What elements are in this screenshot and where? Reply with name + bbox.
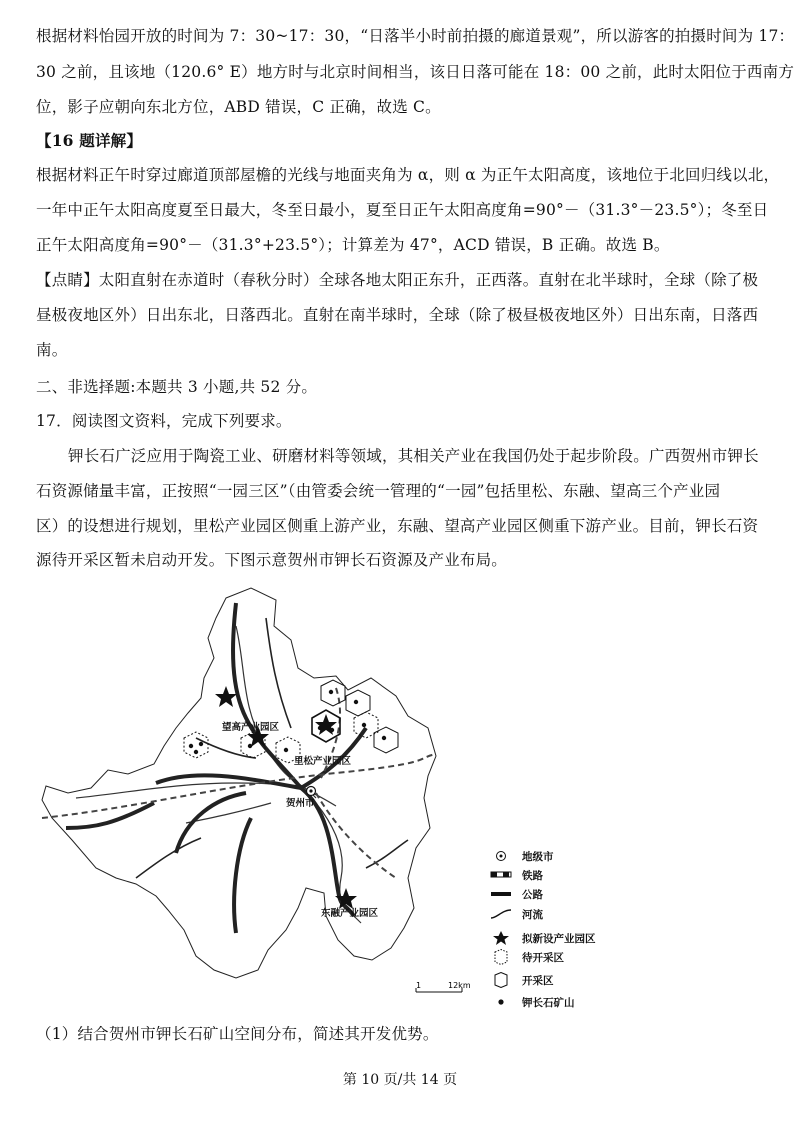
- label-lisong: 里松产业园区: [294, 756, 352, 767]
- dot-icon: [490, 994, 512, 1010]
- text-line: 南。: [36, 341, 68, 359]
- question-17-intro: 17．阅读图文资料，完成下列要求。: [36, 412, 292, 430]
- highway-icon: [490, 886, 512, 902]
- label-dongrong: 东融产业园区: [321, 908, 379, 919]
- map-figure: [36, 578, 596, 1008]
- section-title: 二、非选择题:本题共 3 小题,共 52 分。: [36, 378, 318, 396]
- highways: [66, 603, 366, 933]
- page-footer: 第 10 页/共 14 页: [342, 1072, 458, 1088]
- text-line: 根据材料怡园开放的时间为 7：30~17：30，“日落半小时前拍摄的廊道景观”，所以游客的拍摄时间为 17：: [36, 27, 795, 45]
- star-icon: [490, 930, 512, 946]
- text-line: 一年中正午太阳高度夏至日最大，冬至日最小，夏至日正午太阳高度角=90°－（31.3°－23.5°）；冬至日: [36, 201, 769, 219]
- hexagon-icon: [490, 972, 512, 988]
- scale-left: 1: [416, 981, 422, 990]
- city-icon: [490, 848, 512, 864]
- star-icon: [215, 686, 237, 707]
- text-line: 石资源储量丰富，正按照“一园三区”（由管委会统一管理的“一园”包括里松、东融、望高三个产业园: [36, 482, 721, 500]
- roads-thin: [136, 618, 408, 878]
- scale-bar: [414, 978, 474, 998]
- river-icon: [490, 906, 512, 922]
- city-icon: [307, 787, 316, 796]
- text-line: 钾长石广泛应用于陶瓷工业、研磨材料等领域，其相关产业在我国仍处于起步阶段。广西贺州市钾长: [68, 447, 759, 465]
- section-header-q16: 【16 题详解】: [36, 131, 143, 150]
- text-line: 源待开采区暂未启动开发。下图示意贺州市钾长石资源及产业布局。: [36, 551, 508, 569]
- text-line: 正午太阳高度角=90°－（31.3°+23.5°）；计算差为 47°，ACD 错误，B 正确。故选 B。: [36, 236, 670, 254]
- mining-zones: [184, 680, 398, 763]
- mines: [189, 690, 386, 754]
- text-line: 根据材料正午时穿过廊道顶部屋檐的光线与地面夹角为 α，则 α 为正午太阳高度，该地位于北回归线以北，: [36, 166, 780, 184]
- label-hezhou: 贺州市: [286, 798, 315, 809]
- railway-icon: [490, 867, 512, 883]
- dotted-hexagon-icon: [490, 949, 512, 965]
- label-wanggao: 望高产业园区: [222, 722, 280, 733]
- scale-right: 12km: [448, 981, 471, 990]
- question-17-sub-1: （1）结合贺州市钾长石矿山空间分布，简述其开发优势。: [36, 1025, 439, 1043]
- text-line: 30 之前，且该地（120.6° E）地方时与北京时间相当，该日日落可能在 18：00 之前，此时太阳位于西南方: [36, 63, 795, 81]
- star-icon: [315, 714, 337, 735]
- text-line: 区）的设想进行规划，里松产业园区侧重上游产业，东融、望高产业园区侧重下游产业。目前，钾长石资: [36, 517, 759, 535]
- text-line: 昼极夜地区外）日出东北，日落西北。直射在南半球时，全球（除了极昼极夜地区外）日出东南，日落西: [36, 306, 759, 324]
- text-line: 位，影子应朝向东北方位，ABD 错误，C 正确，故选 C。: [36, 98, 441, 116]
- text-line: 【点睛】太阳直射在赤道时（春秋分时）全球各地太阳正东升，正西落。直射在北半球时，全球（除了极: [36, 271, 759, 289]
